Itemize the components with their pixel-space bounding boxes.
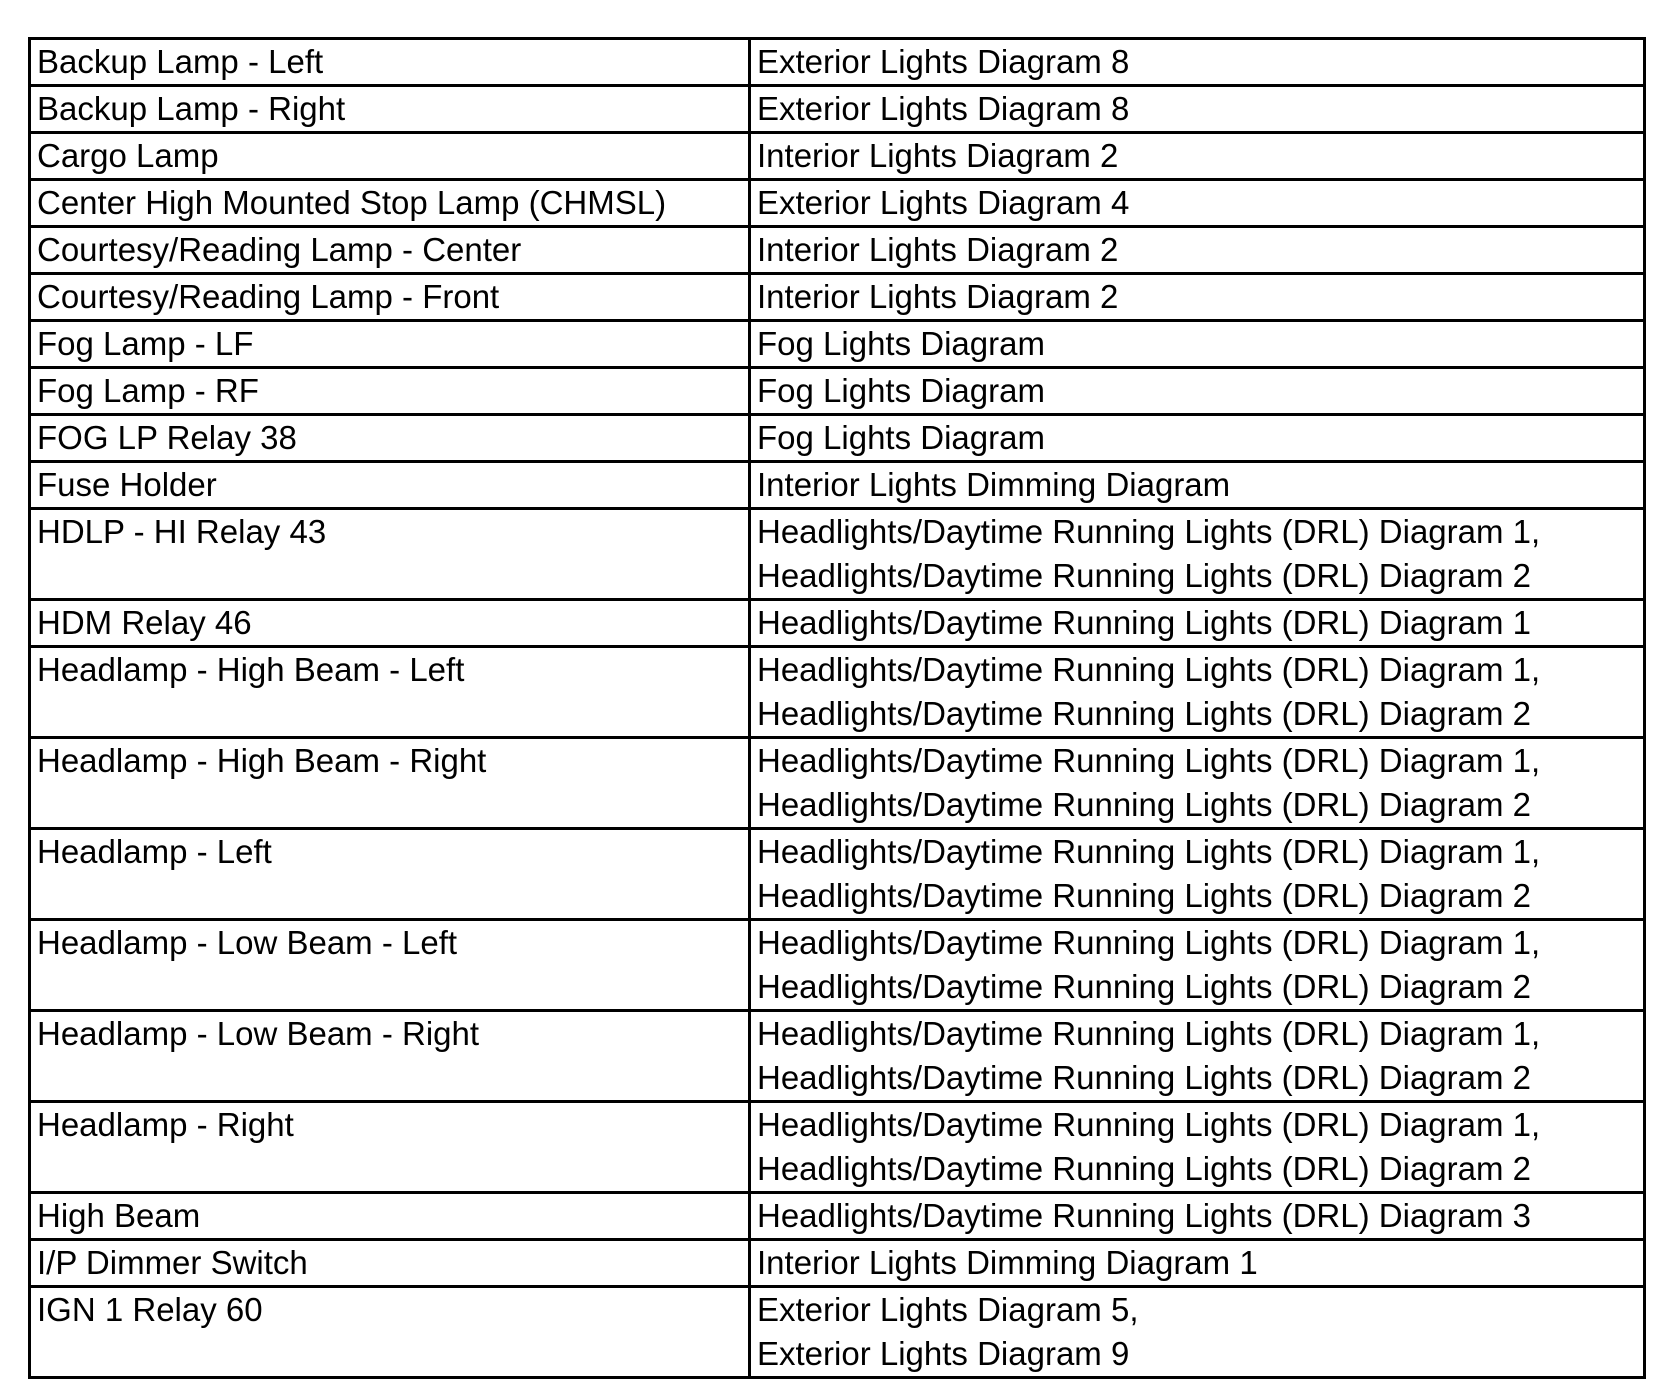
diagram-reference: Headlights/Daytime Running Lights (DRL) Diagram 2 [757,557,1532,594]
table-row [30,180,1645,227]
diagram-reference: Headlights/Daytime Running Lights (DRL) Diagram 3 [757,1197,1532,1234]
table-row [30,1287,1645,1378]
table-row [30,647,1645,738]
diagram-reference: Interior Lights Diagram 2 [757,231,1119,268]
diagram-reference: Headlights/Daytime Running Lights (DRL) Diagram 1, [757,513,1541,550]
diagram-reference: Exterior Lights Diagram 8 [757,43,1130,80]
diagram-reference-cell [750,274,1645,321]
component-name-cell: Fog Lamp - LF [30,321,750,368]
diagram-reference: Exterior Lights Diagram 8 [757,90,1130,127]
diagram-reference-cell [750,321,1645,368]
diagram-reference: Headlights/Daytime Running Lights (DRL) Diagram 1, [757,833,1541,870]
component-name-cell: High Beam [30,1193,750,1240]
diagram-reference-cell [750,180,1645,227]
component-name-cell: Headlamp - Left [30,829,750,920]
table-row [30,509,1645,600]
component-name-cell: Backup Lamp - Right [30,86,750,133]
diagram-reference: Headlights/Daytime Running Lights (DRL) Diagram 2 [757,786,1532,823]
component-name-cell: Fog Lamp - RF [30,368,750,415]
component-name-cell: Courtesy/Reading Lamp - Front [30,274,750,321]
diagram-reference: Fog Lights Diagram [757,419,1045,456]
table-row [30,920,1645,1011]
table-row [30,133,1645,180]
diagram-reference: Fog Lights Diagram [757,325,1045,362]
diagram-reference: Headlights/Daytime Running Lights (DRL) Diagram 2 [757,968,1532,1005]
component-name-cell: FOG LP Relay 38 [30,415,750,462]
diagram-reference: Exterior Lights Diagram 9 [757,1335,1130,1372]
component-name-cell: Cargo Lamp [30,133,750,180]
component-name-cell: Headlamp - High Beam - Right [30,738,750,829]
table-row [30,368,1645,415]
component-name-cell: Courtesy/Reading Lamp - Center [30,227,750,274]
table-row [30,86,1645,133]
component-name-cell: Headlamp - High Beam - Left [30,647,750,738]
diagram-reference: Headlights/Daytime Running Lights (DRL) Diagram 1, [757,742,1541,779]
diagram-reference: Interior Lights Diagram 2 [757,278,1119,315]
diagram-reference: Interior Lights Dimming Diagram 1 [757,1244,1258,1281]
diagram-reference-cell [750,600,1645,647]
component-name-cell: Headlamp - Right [30,1102,750,1193]
diagram-reference: Headlights/Daytime Running Lights (DRL) Diagram 2 [757,877,1532,914]
table-row [30,321,1645,368]
table-row [30,274,1645,321]
diagram-reference-cell [750,415,1645,462]
component-name-cell: Backup Lamp - Left [30,39,750,86]
diagram-reference-cell [750,829,1645,920]
table-row [30,227,1645,274]
diagram-reference: Exterior Lights Diagram 5, [757,1291,1139,1328]
diagram-reference: Headlights/Daytime Running Lights (DRL) Diagram 2 [757,1059,1532,1096]
diagram-reference: Headlights/Daytime Running Lights (DRL) Diagram 2 [757,695,1532,732]
component-name-cell: HDM Relay 46 [30,600,750,647]
diagram-reference-cell [750,1102,1645,1193]
diagram-reference-cell [750,368,1645,415]
table-row [30,1193,1645,1240]
component-name-cell: Fuse Holder [30,462,750,509]
diagram-reference: Headlights/Daytime Running Lights (DRL) Diagram 2 [757,1150,1532,1187]
diagram-reference: Exterior Lights Diagram 4 [757,184,1130,221]
diagram-reference: Headlights/Daytime Running Lights (DRL) Diagram 1, [757,1015,1541,1052]
diagram-reference-cell [750,647,1645,738]
diagram-reference: Interior Lights Dimming Diagram [757,466,1231,503]
component-locator-table [28,37,1646,1379]
table-row [30,415,1645,462]
diagram-reference: Headlights/Daytime Running Lights (DRL) Diagram 1, [757,924,1541,961]
diagram-reference-cell [750,1193,1645,1240]
diagram-reference: Headlights/Daytime Running Lights (DRL) Diagram 1, [757,1106,1541,1143]
table-row [30,600,1645,647]
diagram-reference-cell [750,920,1645,1011]
diagram-reference: Interior Lights Diagram 2 [757,137,1119,174]
table-row [30,829,1645,920]
table-body [30,39,1645,1378]
component-name-cell: Center High Mounted Stop Lamp (CHMSL) [30,180,750,227]
component-name-cell: IGN 1 Relay 60 [30,1287,750,1378]
diagram-reference-cell [750,1240,1645,1287]
table-row [30,1240,1645,1287]
diagram-reference-cell [750,133,1645,180]
diagram-reference-cell [750,462,1645,509]
diagram-reference-cell [750,1287,1645,1378]
diagram-reference: Headlights/Daytime Running Lights (DRL) Diagram 1, [757,651,1541,688]
table-row [30,462,1645,509]
diagram-reference-cell [750,1011,1645,1102]
table-row [30,1011,1645,1102]
diagram-reference-cell [750,86,1645,133]
diagram-reference: Fog Lights Diagram [757,372,1045,409]
table-row [30,1102,1645,1193]
component-name-cell: Headlamp - Low Beam - Right [30,1011,750,1102]
diagram-reference-cell [750,39,1645,86]
diagram-reference-cell [750,738,1645,829]
diagram-reference: Headlights/Daytime Running Lights (DRL) Diagram 1 [757,604,1532,641]
component-name-cell: HDLP - HI Relay 43 [30,509,750,600]
diagram-reference-cell [750,227,1645,274]
table-row [30,39,1645,86]
component-name-cell: Headlamp - Low Beam - Left [30,920,750,1011]
component-name-cell: I/P Dimmer Switch [30,1240,750,1287]
table-row [30,738,1645,829]
diagram-reference-cell [750,509,1645,600]
